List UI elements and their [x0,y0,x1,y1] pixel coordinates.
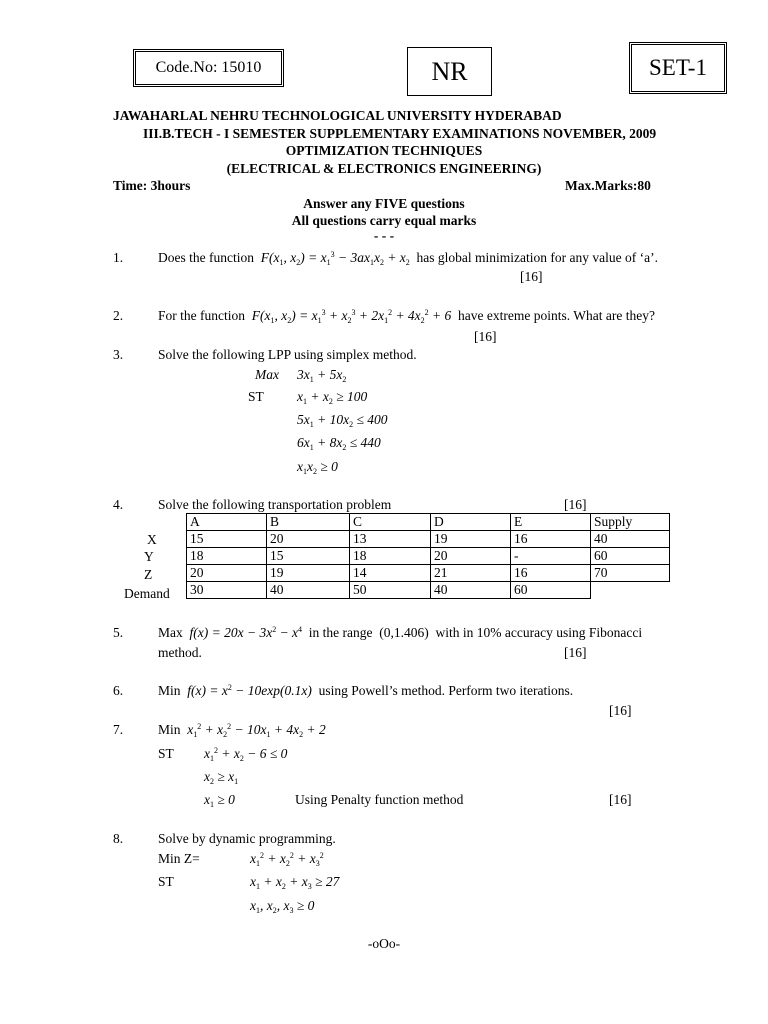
q5-post: with in 10% accuracy using Fibonacci [435,625,643,640]
q3-objective: $3x_1 + 5x_2$ [297,367,347,384]
q6-formula: $f(x) = x^2 - 10\exp(0.1x)$ [183,683,316,698]
q2-post: have extreme points. What are they? [458,308,655,323]
q7-constraint-1: $x_1^2 + x_2 - 6 \le 0$ [204,746,288,763]
row-label-demand: Demand [124,586,170,601]
branch-title: (ELECTRICAL & ELECTRONICS ENGINEERING) [226,161,542,176]
table-cell: 16 [511,565,591,582]
q3-text: Solve the following LPP using simplex method. [158,347,417,362]
q3-constraint-1: $x_1 + x_2 \ge 100$ [297,389,368,406]
exam-title: III.B.TECH - I SEMESTER SUPPLEMENTARY EXAMINATIONS NOVEMBER, 2009 [143,126,657,141]
q8-st-label: ST [158,874,174,889]
table-cell: 15 [187,531,267,548]
q7-st-label: ST [158,746,174,761]
table-cell: 13 [350,531,431,548]
q5-number: 5. [113,625,124,640]
table-cell: 16 [511,531,591,548]
q5-marks: [16] [564,645,587,660]
q6-pre: Min [158,683,181,698]
transportation-table [186,513,670,599]
table-cell: 18 [187,548,267,565]
row-label-x: X [147,532,157,547]
footer-end-mark: -oOo- [367,936,401,951]
q1-text [158,250,658,267]
subject-title: OPTIMIZATION TECHNIQUES [285,143,483,158]
table-cell: 15 [267,548,350,565]
table-cell: 19 [431,531,511,548]
table-header: A [187,514,267,531]
q3-st-label: ST [248,389,264,404]
q7-pre: Min [158,722,181,737]
table-row [187,582,670,599]
q6-post: using Powell’s method. Perform two iterations. [318,683,574,698]
q1-pre: Does the function [158,250,254,265]
q8-constraint-1: $x_1 + x_2 + x_3 \ge 27$ [250,874,340,891]
table-cell: 40 [591,531,670,548]
table-cell: 40 [431,582,511,599]
table-cell-empty [591,582,670,599]
row-label-z: Z [144,567,153,582]
header-separator: - - - [373,228,395,243]
table-cell: 70 [591,565,670,582]
q2-number: 2. [113,308,124,323]
table-header: E [511,514,591,531]
max-marks-label: Max.Marks:80 [565,178,651,193]
q6-number: 6. [113,683,124,698]
q5-formula: $f(x) = 20x - 3x^2 - x^4$ [186,625,303,640]
q2-text [158,308,655,325]
q8-constraint-2: $x_1$, $x_2$, $x_3 \ge 0$ [250,898,315,915]
table-row [187,565,670,582]
table-header: B [267,514,350,531]
university-title: JAWAHARLAL NEHRU TECHNOLOGICAL UNIVERSITY HYDERABAD [113,108,562,123]
q6-marks: [16] [609,703,632,718]
q7-marks: [16] [609,792,632,807]
code-number-box: Code.No: 15010 [133,49,284,87]
table-header: D [431,514,511,531]
table-cell: 60 [591,548,670,565]
table-cell: 21 [431,565,511,582]
table-cell: - [511,548,591,565]
q2-pre: For the function [158,308,245,323]
q3-max-label: Max [255,367,279,382]
table-row [187,531,670,548]
table-cell: 40 [267,582,350,599]
q3-constraint-4: $x_1x_2 \ge 0$ [297,459,338,476]
q1-post: has global minimization for any value of ‘a’. [416,250,658,265]
q4-text: Solve the following transportation problem [158,497,392,512]
nr-box: NR [407,47,492,96]
q7-objective: $x_1^2 + x_2^2 - 10x_1 + 4x_2 + 2$ [183,722,326,739]
q5-line2: method. [158,645,202,660]
table-header: Supply [591,514,670,531]
table-cell: 14 [350,565,431,582]
table-cell: 20 [267,531,350,548]
table-header-row [187,514,670,531]
q7-constraint-2: $x_2 \ge x_1$ [204,769,239,786]
table-cell: 19 [267,565,350,582]
q1-marks: [16] [520,269,543,284]
table-cell: 20 [431,548,511,565]
table-cell: 50 [350,582,431,599]
q2-marks: [16] [474,329,497,344]
q2-formula: $F(x_1$, $x_2) = x_1^3 + x_2^3 + 2x_1^2 + 4x_2^2 + 6$ [248,308,455,325]
q7-number: 7. [113,722,124,737]
q1-formula: $F(x_1$, $x_2) = x_1^3 - 3ax_1x_2 + x_2$ [257,250,410,267]
q4-marks: [16] [564,497,587,512]
q3-constraint-2: $5x_1 + 10x_2 \le 400$ [297,412,388,429]
q5-range: (0,1.406) [375,625,433,640]
q7-text [158,722,326,739]
q5-mid: in the range [308,625,373,640]
table-cell: 18 [350,548,431,565]
q3-constraint-3: $6x_1 + 8x_2 \le 440$ [297,435,381,452]
instruction-equal: All questions carry equal marks [291,213,477,228]
table-cell: 30 [187,582,267,599]
table-cell: 20 [187,565,267,582]
table-row [187,548,670,565]
q8-text: Solve by dynamic programming. [158,831,336,846]
q5-text [158,625,642,641]
q1-number: 1. [113,250,124,265]
q5-pre: Max [158,625,183,640]
q8-minz-label: Min Z= [158,851,200,866]
instruction-five: Answer any FIVE questions [303,196,465,211]
q8-number: 8. [113,831,124,846]
time-label: Time: 3hours [113,178,191,193]
q8-objective: $x_1^2 + x_2^2 + x_3^2$ [250,851,324,868]
table-cell: 60 [511,582,591,599]
row-label-y: Y [144,549,154,564]
q3-number: 3. [113,347,124,362]
table-header: C [350,514,431,531]
set-box: SET-1 [629,42,727,94]
q7-method: Using Penalty function method [295,792,464,807]
q7-constraint-3: $x_1 \ge 0$ [204,792,235,809]
q4-number: 4. [113,497,124,512]
q6-text [158,683,573,699]
